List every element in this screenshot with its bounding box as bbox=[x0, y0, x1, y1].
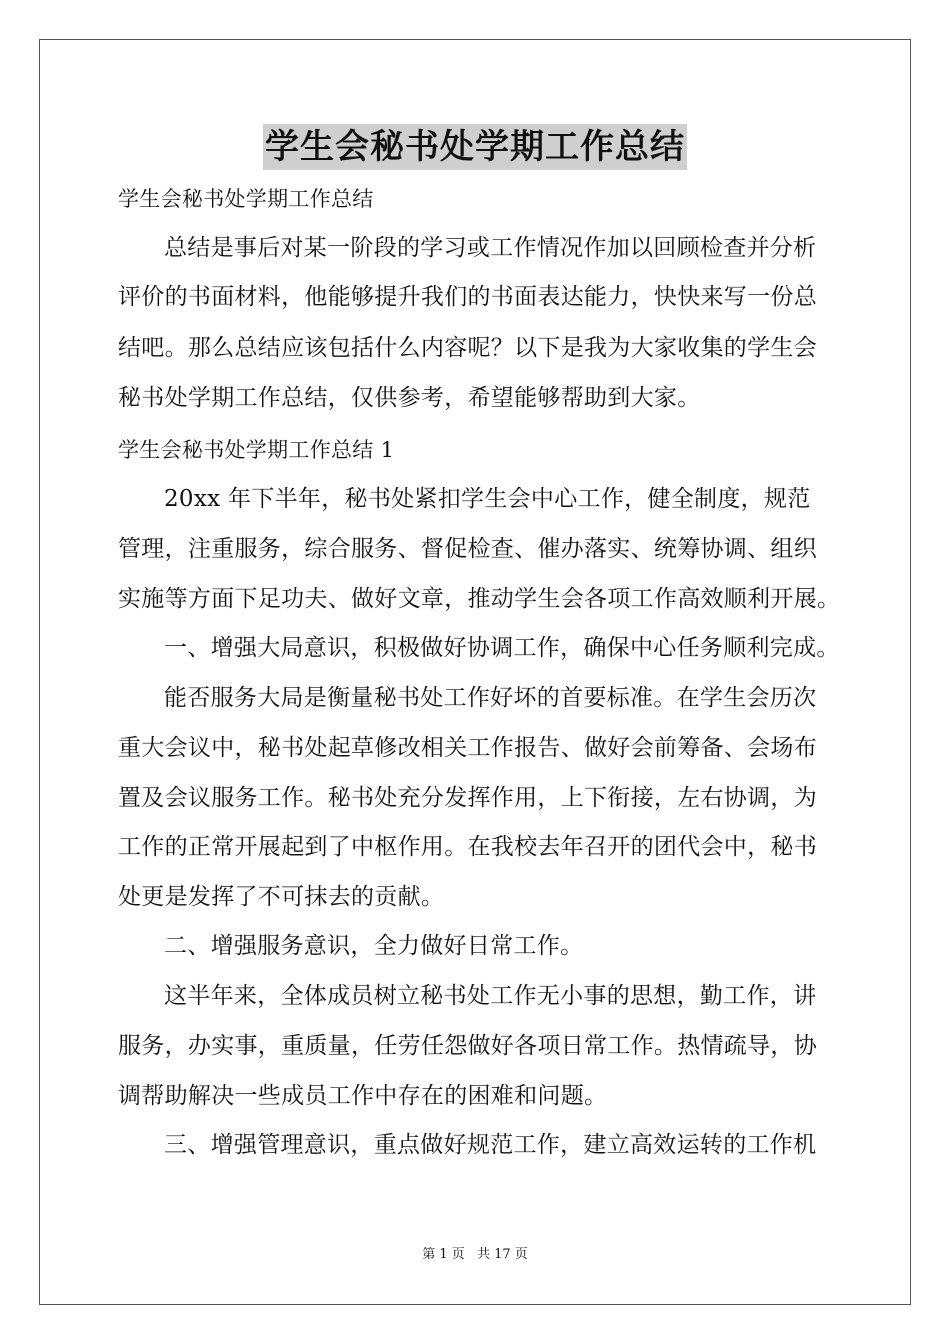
paragraph-line: 三、增强管理意识，重点做好规范工作，建立高效运转的工作机 bbox=[164, 1132, 817, 1158]
paragraph-line: 工作的正常开展起到了中枢作用。在我校去年召开的团代会中，秘书 bbox=[118, 834, 817, 860]
paragraph-line: 二、增强服务意识，全力做好日常工作。 bbox=[164, 933, 584, 959]
paragraph-line: 处更是发挥了不可抹去的贡献。 bbox=[118, 884, 445, 910]
page-border bbox=[39, 39, 911, 1305]
paragraph-line: 能否服务大局是衡量秘书处工作好坏的首要标准。在学生会历次 bbox=[164, 685, 817, 711]
page-footer bbox=[0, 1246, 950, 1264]
document-subtitle: 学生会秘书处学期工作总结 bbox=[118, 187, 374, 211]
paragraph-line: 实施等方面下足功夫、做好文章，推动学生会各项工作高效顺利开展。 bbox=[118, 586, 841, 612]
document-title: 学生会秘书处学期工作总结 bbox=[263, 124, 687, 170]
paragraph-line: 总结是事后对某一阶段的学习或工作情况作加以回顾检查并分析 bbox=[164, 235, 817, 261]
paragraph-line: 秘书处学期工作总结，仅供参考，希望能够帮助到大家。 bbox=[118, 385, 701, 411]
paragraph-line: 服务，办实事，重质量，任劳任怨做好各项日常工作。热情疏导，协 bbox=[118, 1033, 817, 1059]
paragraph-line: 20xx 年下半年，秘书处紧扣学生会中心工作，健全制度，规范 bbox=[164, 486, 811, 512]
page-number: 第 1 页 bbox=[422, 1247, 465, 1262]
paragraph-line: 置及会议服务工作。秘书处充分发挥作用，上下衔接，左右协调，为 bbox=[118, 785, 817, 811]
title-container bbox=[0, 124, 950, 170]
paragraph-line: 管理，注重服务，综合服务、督促检查、催办落实、统筹协调、组织 bbox=[118, 536, 817, 562]
paragraph-line: 结吧。那么总结应该包括什么内容呢？以下是我为大家收集的学生会 bbox=[118, 335, 817, 361]
paragraph-line: 评价的书面材料，他能够提升我们的书面表达能力，快快来写一份总 bbox=[118, 284, 817, 310]
paragraph-line: 一、增强大局意识，积极做好协调工作，确保中心任务顺利完成。 bbox=[164, 635, 840, 661]
paragraph-line: 这半年来，全体成员树立秘书处工作无小事的思想，勤工作，讲 bbox=[164, 983, 817, 1009]
paragraph-line: 重大会议中，秘书处起草修改相关工作报告、做好会前筹备、会场布 bbox=[118, 735, 817, 761]
paragraph-line: 调帮助解决一些成员工作中存在的困难和问题。 bbox=[118, 1083, 608, 1109]
section-heading: 学生会秘书处学期工作总结 1 bbox=[118, 438, 395, 462]
page-total: 共 17 页 bbox=[476, 1247, 528, 1262]
